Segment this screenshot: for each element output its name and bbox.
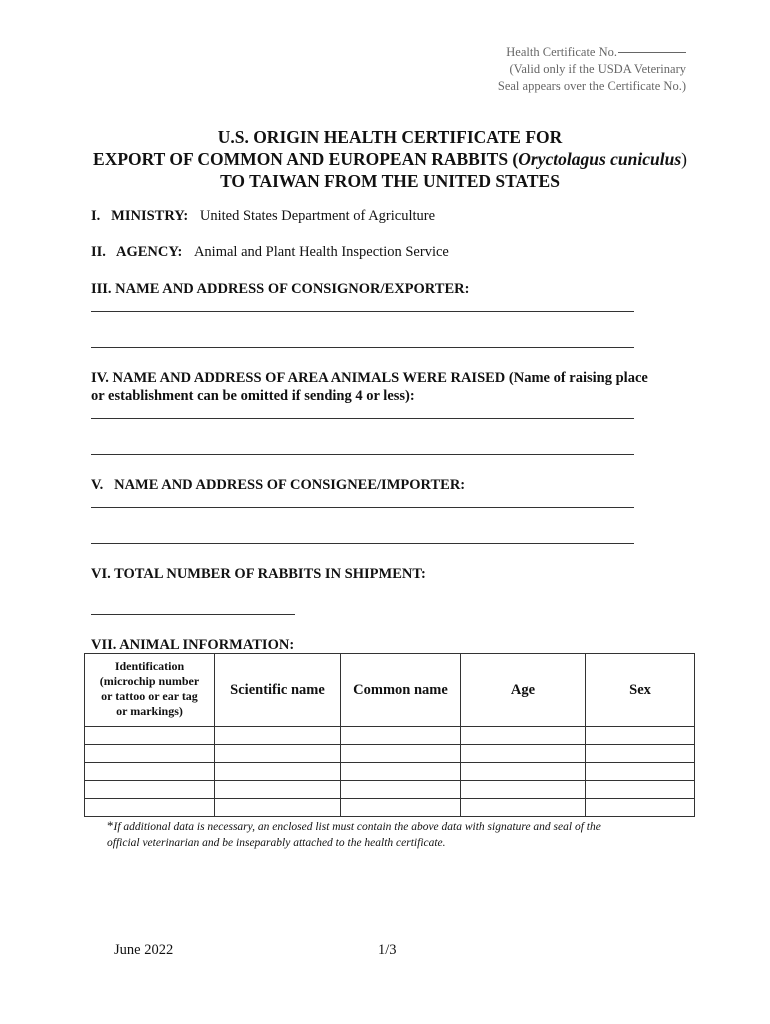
header-id-line2: (microchip number <box>99 674 200 688</box>
table-row <box>85 763 695 781</box>
title-line2-suffix: ) <box>681 149 687 169</box>
footnote <box>107 818 667 851</box>
agency-row <box>91 243 449 261</box>
agency-label: II. AGENCY: <box>91 244 183 260</box>
table-row <box>85 727 695 745</box>
header-id-line4: or markings) <box>116 704 183 718</box>
validity-note-line1: (Valid only if the USDA Veterinary <box>509 62 686 76</box>
table-cell[interactable] <box>215 781 341 799</box>
footnote-line1: If additional data is necessary, an enclosed list must contain the above data with signature and seal of the <box>113 821 601 833</box>
table-cell[interactable] <box>461 799 586 817</box>
title-line3: TO TAIWAN FROM THE UNITED STATES <box>220 171 560 191</box>
agency-value: Animal and Plant Health Inspection Service <box>193 244 449 260</box>
table-cell[interactable] <box>341 745 461 763</box>
consignee-line-1[interactable] <box>91 507 634 508</box>
table-cell[interactable] <box>586 781 695 799</box>
ministry-label: I. MINISTRY: <box>91 208 189 224</box>
table-row <box>85 781 695 799</box>
table-cell[interactable] <box>586 799 695 817</box>
header-common-name: Common name <box>341 654 461 727</box>
certificate-title <box>0 126 770 192</box>
table-cell[interactable] <box>341 763 461 781</box>
table-cell[interactable] <box>461 745 586 763</box>
table-cell[interactable] <box>85 745 215 763</box>
consignee-label: V. NAME AND ADDRESS OF CONSIGNEE/IMPORTER: <box>91 477 466 493</box>
area-line-1[interactable] <box>91 418 634 419</box>
certificate-number-block <box>498 44 686 95</box>
table-row <box>85 799 695 817</box>
title-line1: U.S. ORIGIN HEALTH CERTIFICATE FOR <box>217 127 563 147</box>
footer-page-number: 1/3 <box>378 942 397 958</box>
table-cell[interactable] <box>586 745 695 763</box>
consignor-line-1[interactable] <box>91 311 634 312</box>
area-line-2[interactable] <box>91 454 634 455</box>
header-id-line1: Identification <box>114 659 185 673</box>
header-identification <box>85 654 215 727</box>
table-cell[interactable] <box>341 727 461 745</box>
cert-no-label: Health Certificate No. <box>506 45 617 59</box>
header-sex: Sex <box>586 654 695 727</box>
table-cell[interactable] <box>461 781 586 799</box>
area-label-line1: IV. NAME AND ADDRESS OF AREA ANIMALS WERE RAISED (Name of raising place <box>91 370 648 386</box>
table-cell[interactable] <box>215 763 341 781</box>
table-cell[interactable] <box>461 763 586 781</box>
table-cell[interactable] <box>85 781 215 799</box>
table-cell[interactable] <box>215 745 341 763</box>
ministry-row <box>91 207 435 225</box>
header-age: Age <box>461 654 586 727</box>
table-row <box>85 745 695 763</box>
total-field-line[interactable] <box>91 614 295 615</box>
table-cell[interactable] <box>215 727 341 745</box>
header-id-line3: or tattoo or ear tag <box>101 689 198 703</box>
area-label-line2: or establishment can be omitted if sending 4 or less): <box>91 388 415 404</box>
footnote-line2: official veterinarian and be inseparably attached to the health certificate. <box>107 837 446 849</box>
consignor-label: III. NAME AND ADDRESS OF CONSIGNOR/EXPORTER: <box>91 281 470 297</box>
table-header-row <box>85 654 695 727</box>
ministry-value: United States Department of Agriculture <box>199 208 436 224</box>
table-cell[interactable] <box>341 781 461 799</box>
animal-information-table <box>84 653 695 817</box>
table-cell[interactable] <box>586 763 695 781</box>
cert-no-field[interactable] <box>618 52 686 53</box>
title-line2 <box>0 148 770 170</box>
table-cell[interactable] <box>461 727 586 745</box>
total-label: VI. TOTAL NUMBER OF RABBITS IN SHIPMENT: <box>91 566 426 582</box>
table-cell[interactable] <box>586 727 695 745</box>
table-cell[interactable] <box>85 727 215 745</box>
animal-info-label: VII. ANIMAL INFORMATION: <box>91 637 295 653</box>
footer-date: June 2022 <box>114 942 174 958</box>
footnote-asterisk: * <box>107 818 114 833</box>
title-species: Oryctolagus cuniculus <box>518 149 682 169</box>
table-cell[interactable] <box>215 799 341 817</box>
validity-note-line2: Seal appears over the Certificate No.) <box>497 79 686 93</box>
header-scientific-name: Scientific name <box>215 654 341 727</box>
consignee-line-2[interactable] <box>91 543 634 544</box>
table-cell[interactable] <box>85 763 215 781</box>
title-line2-prefix: EXPORT OF COMMON AND EUROPEAN RABBITS ( <box>93 149 519 169</box>
table-cell[interactable] <box>85 799 215 817</box>
consignor-line-2[interactable] <box>91 347 634 348</box>
table-cell[interactable] <box>341 799 461 817</box>
